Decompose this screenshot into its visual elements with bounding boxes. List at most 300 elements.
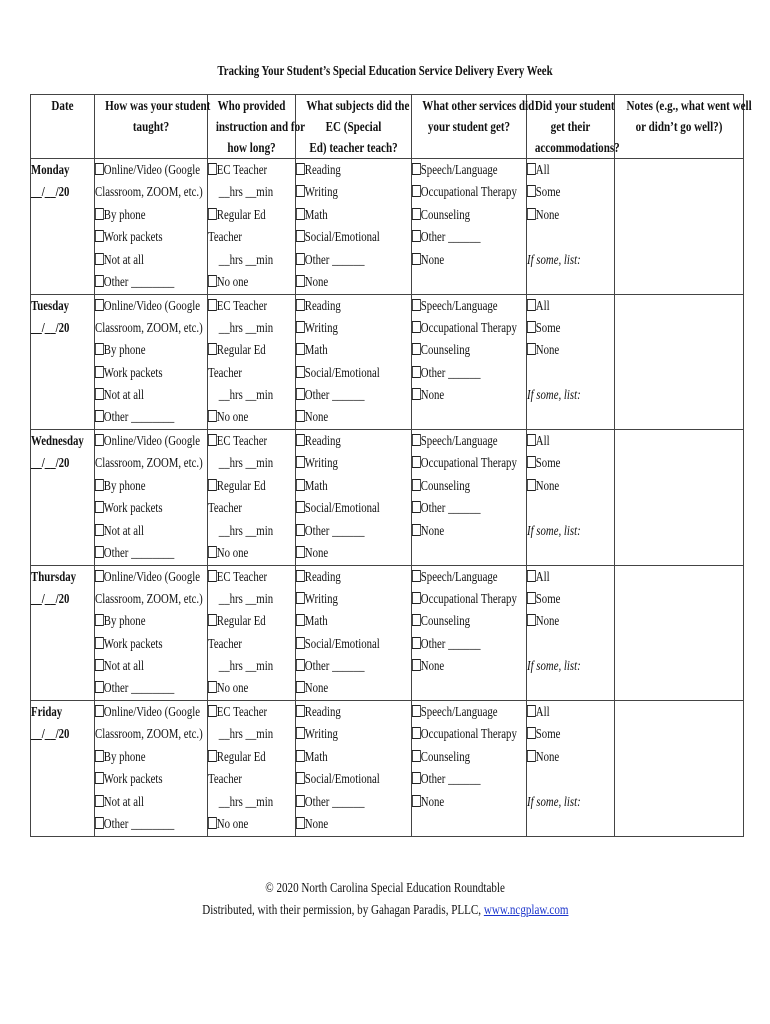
- provider-option-label: Regular Ed: [216, 206, 266, 222]
- date-blank[interactable]: __/__/20: [31, 455, 70, 471]
- taught-method-option[interactable]: [95, 791, 185, 813]
- checkbox-icon[interactable]: [527, 185, 536, 197]
- taught-method-option[interactable]: [95, 701, 201, 723]
- subject-option[interactable]: [296, 159, 388, 181]
- subject-option[interactable]: [296, 542, 388, 564]
- accommodation-option: [527, 384, 597, 406]
- service-option-label: Counseling: [420, 613, 471, 629]
- checkbox-icon[interactable]: [296, 750, 305, 762]
- accommodation-option[interactable]: [527, 610, 597, 632]
- provider-option[interactable]: [208, 475, 278, 497]
- checkbox-icon[interactable]: [95, 705, 104, 717]
- service-option[interactable]: [412, 362, 503, 384]
- accommodation-option[interactable]: [527, 746, 597, 768]
- checkbox-icon[interactable]: [95, 524, 104, 536]
- checkbox-icon[interactable]: [208, 410, 217, 422]
- provider-option[interactable]: [208, 271, 278, 293]
- service-option[interactable]: [412, 226, 503, 248]
- taught-method-option-label: By phone: [103, 342, 146, 358]
- taught-method-option[interactable]: [95, 249, 185, 271]
- subject-option[interactable]: [296, 249, 388, 271]
- checkbox-icon[interactable]: [296, 456, 305, 468]
- service-option[interactable]: [412, 746, 503, 768]
- checkbox-icon[interactable]: [412, 705, 421, 717]
- tracking-table: [30, 94, 752, 837]
- checkbox-icon[interactable]: [95, 772, 104, 784]
- checkbox-icon[interactable]: [296, 659, 305, 671]
- taught-method-option-label: Online/Video (Google: [103, 568, 201, 584]
- subject-option[interactable]: [296, 271, 388, 293]
- checkbox-icon[interactable]: [412, 366, 421, 378]
- checkbox-icon[interactable]: [208, 681, 217, 693]
- accommodation-option[interactable]: [527, 204, 597, 226]
- checkbox-icon[interactable]: [296, 501, 305, 513]
- subject-option[interactable]: [296, 791, 388, 813]
- checkbox-icon[interactable]: [296, 388, 305, 400]
- checkbox-icon[interactable]: [527, 750, 536, 762]
- provider-option[interactable]: [208, 610, 278, 632]
- provider-option-label: EC Teacher: [216, 568, 268, 584]
- taught-method-option-label: Classroom, ZOOM, etc.): [95, 319, 203, 335]
- subject-option[interactable]: [296, 723, 388, 745]
- checkbox-icon[interactable]: [412, 208, 421, 220]
- checkbox-icon[interactable]: [95, 343, 104, 355]
- checkbox-icon[interactable]: [296, 253, 305, 265]
- website-link[interactable]: www.ncgplaw.com: [483, 902, 569, 917]
- taught-method-cell: [95, 565, 208, 701]
- checkbox-icon[interactable]: [95, 230, 104, 242]
- service-option[interactable]: [412, 566, 503, 588]
- subject-option[interactable]: [296, 497, 388, 519]
- checkbox-icon[interactable]: [296, 410, 305, 422]
- checkbox-icon[interactable]: [296, 230, 305, 242]
- checkbox-icon[interactable]: [412, 321, 421, 333]
- checkbox-icon[interactable]: [208, 208, 217, 220]
- subject-option[interactable]: [296, 768, 388, 790]
- checkbox-icon[interactable]: [296, 614, 305, 626]
- accommodation-option: [527, 791, 597, 813]
- subject-option[interactable]: [296, 384, 388, 406]
- service-option[interactable]: [412, 159, 503, 181]
- checkbox-icon[interactable]: [412, 434, 421, 446]
- date-cell: [31, 701, 95, 837]
- accommodation-option[interactable]: [527, 430, 597, 452]
- accommodation-option[interactable]: [527, 701, 597, 723]
- checkbox-icon[interactable]: [95, 208, 104, 220]
- provider-option-label: EC Teacher: [216, 704, 268, 719]
- taught-method-option[interactable]: [95, 768, 185, 790]
- day-row-friday: [31, 701, 744, 837]
- provider-option[interactable]: [208, 677, 278, 699]
- provider-option[interactable]: [208, 542, 278, 564]
- service-option[interactable]: [412, 588, 517, 610]
- provider-option[interactable]: [208, 813, 278, 835]
- service-option[interactable]: [412, 317, 517, 339]
- service-option[interactable]: [412, 430, 503, 452]
- subject-option[interactable]: [296, 813, 388, 835]
- taught-method-option[interactable]: [95, 295, 201, 317]
- checkbox-icon[interactable]: [208, 750, 217, 762]
- checkbox-icon[interactable]: [208, 817, 217, 829]
- subject-option[interactable]: [296, 520, 388, 542]
- accommodation-option[interactable]: [527, 452, 597, 474]
- taught-method-option[interactable]: [95, 204, 185, 226]
- accommodation-option-label: None: [535, 342, 560, 358]
- day-name: Thursday: [31, 568, 77, 584]
- checkbox-icon[interactable]: [412, 185, 421, 197]
- accommodation-option[interactable]: [527, 295, 597, 317]
- subject-option[interactable]: [296, 317, 388, 339]
- subject-option[interactable]: [296, 633, 388, 655]
- accommodation-option[interactable]: [527, 723, 597, 745]
- date-blank[interactable]: __/__/20: [31, 184, 70, 200]
- checkbox-icon[interactable]: [95, 750, 104, 762]
- subject-option[interactable]: [296, 339, 388, 361]
- taught-method-option[interactable]: [95, 497, 185, 519]
- checkbox-icon[interactable]: [95, 637, 104, 649]
- checkbox-icon[interactable]: [296, 817, 305, 829]
- checkbox-icon[interactable]: [95, 388, 104, 400]
- subject-option[interactable]: [296, 677, 388, 699]
- service-option[interactable]: [412, 723, 517, 745]
- checkbox-icon[interactable]: [527, 614, 536, 626]
- checkbox-icon[interactable]: [95, 681, 104, 693]
- checkbox-icon[interactable]: [296, 343, 305, 355]
- checkbox-icon[interactable]: [296, 524, 305, 536]
- subject-option-label: Math: [304, 748, 328, 764]
- service-option[interactable]: [412, 452, 517, 474]
- taught-method-option-label: Other ________: [103, 544, 175, 560]
- checkbox-icon[interactable]: [95, 795, 104, 807]
- checkbox-icon[interactable]: [527, 727, 536, 739]
- checkbox-icon[interactable]: [208, 343, 217, 355]
- checkbox-icon[interactable]: [208, 614, 217, 626]
- checkbox-icon[interactable]: [412, 637, 421, 649]
- taught-method-option[interactable]: [95, 520, 185, 542]
- provider-cell: [208, 294, 296, 430]
- service-option[interactable]: [412, 655, 503, 677]
- checkbox-icon[interactable]: [296, 681, 305, 693]
- subject-option-label: None: [304, 815, 329, 831]
- subject-option[interactable]: [296, 655, 388, 677]
- provider-option-label: __hrs __min: [208, 319, 274, 335]
- checkbox-icon[interactable]: [412, 388, 421, 400]
- taught-method-option[interactable]: [95, 475, 185, 497]
- checkbox-icon[interactable]: [95, 570, 104, 582]
- accommodation-option: [527, 768, 597, 790]
- checkbox-icon[interactable]: [296, 299, 305, 311]
- subject-option[interactable]: [296, 295, 388, 317]
- provider-option[interactable]: [208, 701, 278, 723]
- date-blank[interactable]: __/__/20: [31, 726, 70, 742]
- checkbox-icon[interactable]: [412, 592, 421, 604]
- checkbox-icon[interactable]: [527, 434, 536, 446]
- checkbox-icon[interactable]: [412, 772, 421, 784]
- day-row-thursday: [31, 565, 744, 701]
- service-option[interactable]: [412, 610, 503, 632]
- accommodation-option[interactable]: [527, 159, 597, 181]
- checkbox-icon[interactable]: [527, 299, 536, 311]
- notes-cell[interactable]: [615, 159, 744, 295]
- taught-method-option[interactable]: [95, 610, 185, 632]
- provider-cell: [208, 701, 296, 837]
- checkbox-icon[interactable]: [296, 275, 305, 287]
- checkbox-icon[interactable]: [95, 275, 104, 287]
- accommodation-option-label: Some: [535, 455, 561, 471]
- checkbox-icon[interactable]: [412, 524, 421, 536]
- checkbox-icon[interactable]: [527, 208, 536, 220]
- accommodation-option-label: None: [535, 477, 560, 493]
- taught-method-option[interactable]: [95, 746, 185, 768]
- provider-option: [208, 655, 278, 677]
- checkbox-icon[interactable]: [412, 456, 421, 468]
- service-option[interactable]: [412, 339, 503, 361]
- subject-option-label: Social/Emotional: [304, 635, 380, 651]
- checkbox-icon[interactable]: [208, 434, 217, 446]
- checkbox-icon[interactable]: [527, 479, 536, 491]
- subject-option[interactable]: [296, 181, 388, 203]
- accommodation-option[interactable]: [527, 566, 597, 588]
- taught-method-option-label: Work packets: [103, 635, 163, 651]
- service-cell: [412, 430, 527, 566]
- taught-method-option[interactable]: [95, 542, 185, 564]
- checkbox-icon[interactable]: [412, 659, 421, 671]
- taught-method-option[interactable]: [95, 566, 201, 588]
- notes-cell[interactable]: [615, 430, 744, 566]
- accommodation-option[interactable]: [527, 317, 597, 339]
- checkbox-icon[interactable]: [95, 434, 104, 446]
- subject-option-label: Reading: [304, 297, 341, 313]
- provider-option[interactable]: [208, 204, 278, 226]
- service-option[interactable]: [412, 181, 517, 203]
- header-text-line: Did your student: [534, 98, 615, 113]
- checkbox-icon[interactable]: [527, 343, 536, 355]
- subject-option-label: Other ______: [304, 793, 365, 809]
- taught-method-option[interactable]: [95, 226, 185, 248]
- subject-option[interactable]: [296, 701, 388, 723]
- accommodation-option: [527, 249, 597, 271]
- provider-option: [208, 497, 278, 519]
- taught-method-option[interactable]: [95, 813, 185, 835]
- taught-method-option[interactable]: [95, 406, 185, 428]
- provider-option-label: Teacher: [208, 500, 243, 516]
- taught-method-option[interactable]: [95, 677, 185, 699]
- checkbox-icon[interactable]: [296, 185, 305, 197]
- service-option[interactable]: [412, 497, 503, 519]
- checkbox-icon[interactable]: [296, 795, 305, 807]
- checkbox-icon[interactable]: [95, 299, 104, 311]
- checkbox-icon[interactable]: [296, 366, 305, 378]
- service-option[interactable]: [412, 791, 503, 813]
- checkbox-icon[interactable]: [296, 705, 305, 717]
- accommodation-option[interactable]: [527, 181, 597, 203]
- checkbox-icon[interactable]: [296, 546, 305, 558]
- checkbox-icon[interactable]: [95, 501, 104, 513]
- provider-option[interactable]: [208, 159, 278, 181]
- accommodation-option[interactable]: [527, 339, 597, 361]
- checkbox-icon[interactable]: [412, 570, 421, 582]
- service-option-label: Speech/Language: [420, 433, 498, 448]
- service-option-label: None: [420, 793, 445, 809]
- checkbox-icon[interactable]: [412, 727, 421, 739]
- accommodation-option: [527, 520, 597, 542]
- notes-cell[interactable]: [615, 701, 744, 837]
- checkbox-icon[interactable]: [208, 299, 217, 311]
- checkbox-icon[interactable]: [95, 410, 104, 422]
- subject-option[interactable]: [296, 406, 388, 428]
- subject-option[interactable]: [296, 610, 388, 632]
- checkbox-icon[interactable]: [412, 614, 421, 626]
- checkbox-icon[interactable]: [527, 705, 536, 717]
- date-blank[interactable]: __/__/20: [31, 590, 70, 606]
- checkbox-icon[interactable]: [208, 546, 217, 558]
- checkbox-icon[interactable]: [95, 817, 104, 829]
- checkbox-icon[interactable]: [208, 570, 217, 582]
- accommodation-option[interactable]: [527, 588, 597, 610]
- checkbox-icon[interactable]: [296, 592, 305, 604]
- provider-option: [208, 226, 278, 248]
- taught-method-option-label: Not at all: [103, 387, 144, 403]
- subject-option[interactable]: [296, 566, 388, 588]
- checkbox-icon[interactable]: [527, 321, 536, 333]
- subject-option-label: Writing: [304, 184, 338, 200]
- accommodation-option: [527, 633, 597, 655]
- taught-method-option[interactable]: [95, 362, 185, 384]
- taught-method-option[interactable]: [95, 384, 185, 406]
- subject-option[interactable]: [296, 430, 388, 452]
- checkbox-icon[interactable]: [527, 570, 536, 582]
- subject-option[interactable]: [296, 362, 388, 384]
- checkbox-icon[interactable]: [412, 343, 421, 355]
- accommodation-option[interactable]: [527, 475, 597, 497]
- service-option[interactable]: [412, 204, 503, 226]
- subject-option[interactable]: [296, 475, 388, 497]
- header-text-line: What other services did: [422, 98, 535, 113]
- checkbox-icon[interactable]: [412, 795, 421, 807]
- checkbox-icon[interactable]: [296, 208, 305, 220]
- checkbox-icon[interactable]: [412, 299, 421, 311]
- subject-cell: [296, 159, 412, 295]
- provider-option[interactable]: [208, 295, 278, 317]
- service-option[interactable]: [412, 384, 503, 406]
- provider-option-label: Teacher: [208, 771, 243, 787]
- day-name: Wednesday: [31, 433, 84, 448]
- header-who-provided: [208, 95, 306, 159]
- subject-option[interactable]: [296, 746, 388, 768]
- checkbox-icon[interactable]: [95, 546, 104, 558]
- checkbox-icon[interactable]: [95, 614, 104, 626]
- taught-method-option-label: Work packets: [103, 229, 163, 245]
- provider-option[interactable]: [208, 746, 278, 768]
- checkbox-icon[interactable]: [296, 637, 305, 649]
- subject-option[interactable]: [296, 204, 388, 226]
- checkbox-icon[interactable]: [95, 659, 104, 671]
- checkbox-icon[interactable]: [412, 501, 421, 513]
- checkbox-icon[interactable]: [296, 727, 305, 739]
- checkbox-icon[interactable]: [208, 163, 217, 175]
- date-blank[interactable]: __/__/20: [31, 319, 70, 335]
- taught-method-option[interactable]: [95, 271, 185, 293]
- checkbox-icon[interactable]: [412, 230, 421, 242]
- taught-method-option[interactable]: [95, 655, 185, 677]
- accommodation-option-label: Some: [535, 184, 561, 200]
- checkbox-icon[interactable]: [296, 434, 305, 446]
- checkbox-icon[interactable]: [208, 275, 217, 287]
- checkbox-icon[interactable]: [95, 163, 104, 175]
- taught-method-option[interactable]: [95, 159, 201, 181]
- service-option-label: None: [420, 251, 445, 267]
- taught-method-option[interactable]: [95, 430, 201, 452]
- service-option[interactable]: [412, 249, 503, 271]
- checkbox-icon[interactable]: [296, 772, 305, 784]
- provider-option[interactable]: [208, 406, 278, 428]
- service-option[interactable]: [412, 475, 503, 497]
- checkbox-icon[interactable]: [412, 750, 421, 762]
- checkbox-icon[interactable]: [412, 163, 421, 175]
- service-option[interactable]: [412, 295, 503, 317]
- checkbox-icon[interactable]: [95, 253, 104, 265]
- header-text-line: Who provided: [217, 98, 286, 113]
- taught-method-option[interactable]: [95, 633, 185, 655]
- subject-option[interactable]: [296, 588, 388, 610]
- checkbox-icon[interactable]: [527, 592, 536, 604]
- checkbox-icon[interactable]: [296, 163, 305, 175]
- checkbox-icon[interactable]: [412, 479, 421, 491]
- provider-option[interactable]: [208, 430, 278, 452]
- taught-method-option[interactable]: [95, 339, 185, 361]
- subject-option-label: Reading: [304, 433, 341, 448]
- checkbox-icon[interactable]: [296, 479, 305, 491]
- service-option[interactable]: [412, 768, 503, 790]
- accommodation-option-label: All: [535, 568, 550, 584]
- checkbox-icon[interactable]: [527, 163, 536, 175]
- accommodation-cell: [527, 430, 615, 566]
- checkbox-icon[interactable]: [296, 321, 305, 333]
- subject-cell: [296, 430, 412, 566]
- checkbox-icon[interactable]: [95, 366, 104, 378]
- subject-option-label: Math: [304, 477, 328, 493]
- provider-option[interactable]: [208, 566, 278, 588]
- notes-cell[interactable]: [615, 294, 744, 430]
- taught-method-option-label: By phone: [103, 477, 146, 493]
- checkbox-icon[interactable]: [208, 479, 217, 491]
- service-option[interactable]: [412, 633, 503, 655]
- checkbox-icon[interactable]: [412, 253, 421, 265]
- taught-method-cell: [95, 430, 208, 566]
- accommodation-cell: [527, 294, 615, 430]
- provider-option-label: Regular Ed: [216, 748, 266, 764]
- provider-option: [208, 791, 278, 813]
- service-option[interactable]: [412, 520, 503, 542]
- provider-option[interactable]: [208, 339, 278, 361]
- accommodation-option-label: All: [535, 162, 550, 177]
- checkbox-icon[interactable]: [95, 479, 104, 491]
- service-option-label: Other ______: [420, 364, 481, 380]
- header-accommodations: [527, 95, 620, 159]
- taught-method-cell: [95, 159, 208, 295]
- subject-option[interactable]: [296, 226, 388, 248]
- header-text-line: get their: [550, 119, 591, 134]
- checkbox-icon[interactable]: [527, 456, 536, 468]
- subject-option-label: Other ______: [304, 251, 365, 267]
- subject-option-label: Other ______: [304, 522, 365, 538]
- subject-option[interactable]: [296, 452, 388, 474]
- taught-method-option-label: Not at all: [103, 251, 144, 267]
- service-option[interactable]: [412, 701, 503, 723]
- notes-cell[interactable]: [615, 565, 744, 701]
- checkbox-icon[interactable]: [296, 570, 305, 582]
- checkbox-icon[interactable]: [208, 705, 217, 717]
